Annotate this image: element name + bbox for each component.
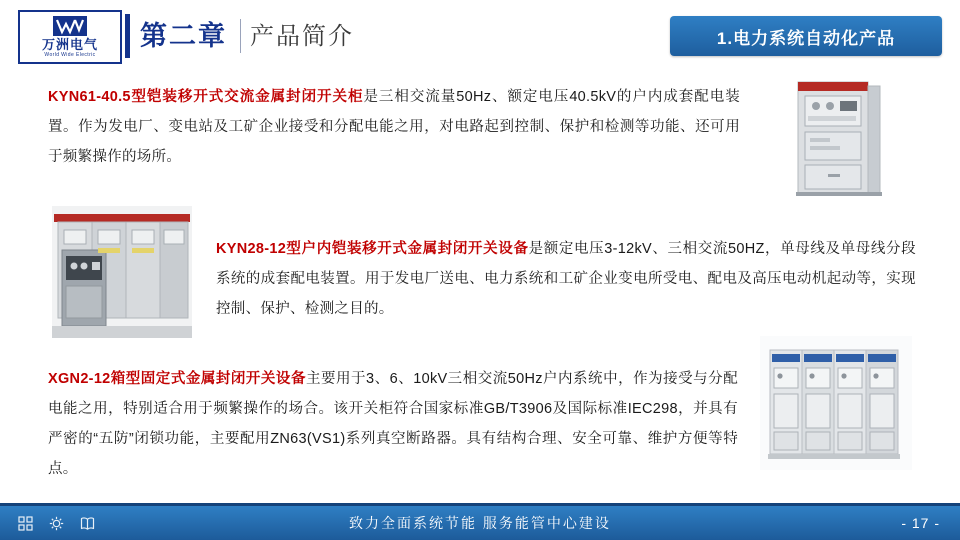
footer-slogan: 致力全面系统节能 服务能管中心建设 [349, 515, 611, 531]
company-logo [18, 10, 122, 64]
page-number: - 17 - [901, 515, 940, 531]
logo-company-en: World Wide Electric [44, 52, 96, 58]
w-monogram-logo-icon [53, 16, 87, 36]
section-badge: 1.电力系统自动化产品 [670, 16, 942, 56]
paragraph-kyn28-text: 是额定电压3-12kV、三相交流50HZ，单母线及单母线分段系统的成套配电装置。用于发电厂送电、电力系统和工矿企业变电所受电、配电及高压电动机起动等，实现控制、保护、检测之目的。 [216, 241, 916, 317]
chapter-accent-bar [125, 14, 130, 58]
xgn2-switchgear-photo [760, 336, 912, 470]
paragraph-xgn2-highlight: XGN2-12箱型固定式金属封闭开关设备 [48, 371, 306, 387]
kyn28-switchgear-photo [48, 196, 196, 344]
chapter-title: 第二章 [140, 21, 227, 51]
logo-company-cn: 万洲电气 [41, 37, 98, 52]
chapter-subtitle: 产品简介 [250, 23, 354, 50]
paragraph-kyn28-highlight: KYN28-12型户内铠装移开式金属封闭开关设备 [216, 241, 529, 257]
paragraph-kyn28 [216, 234, 916, 324]
chapter-divider [240, 19, 241, 53]
paragraph-kyn61-text: 是三相交流量50Hz、额定电压40.5kV的户内成套配电装置。作为发电厂、变电站及工矿企业接受和分配电能之用，对电路起到控制、保护和检测等功能、还可用于频繁操作的场所。 [48, 89, 740, 165]
paragraph-kyn61 [48, 82, 740, 172]
paragraph-kyn61-highlight: KYN61-40.5型铠装移开式交流金属封闭开关柜 [48, 89, 364, 105]
paragraph-xgn2-text: 主要用于3、6、10kV三相交流50Hz户内系统中，作为接受与分配电能之用，特别适合用于频繁操作的场合。该开关柜符合国家标准GB/T3906及国际标准IEC298，并具有严密的“五防”闭锁功能，主要配用ZN63(VS1)系列真空断路器。具有结构合理、安全可靠、维护方便等特点。 [48, 371, 738, 477]
paragraph-xgn2 [48, 364, 738, 484]
kyn61-switchgear-photo [772, 70, 896, 200]
